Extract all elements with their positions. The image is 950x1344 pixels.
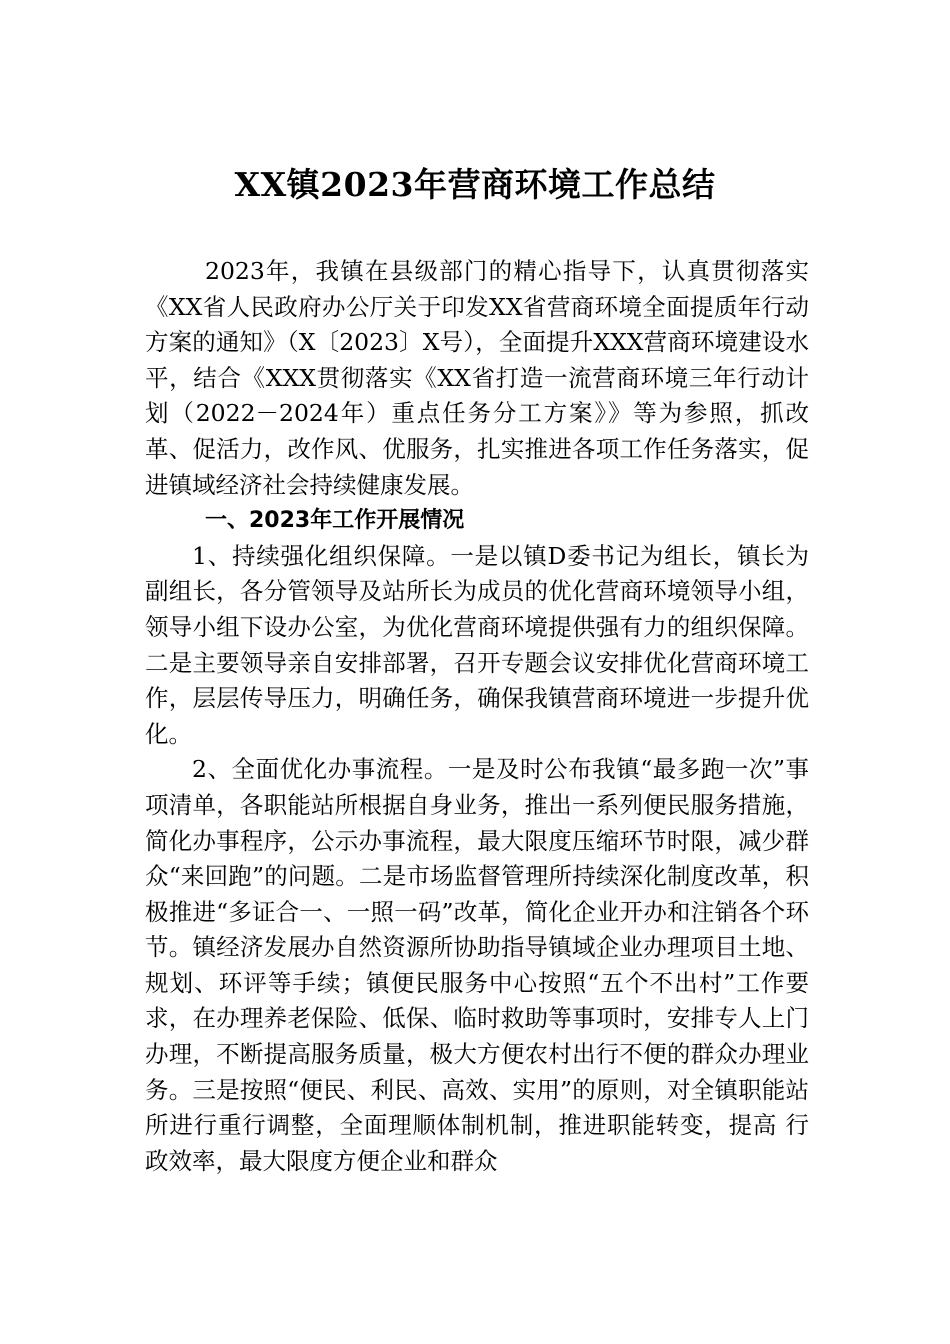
section-heading-1: 一、2023年工作开展情况: [205, 508, 465, 534]
paragraph-organization: 1、持续强化组织保障。一是以镇D委书记为组长，镇长为副组长，各分管领导及站所长为成员的优化营商环境领导小组，领导小组下设办公室，为优化营商环境提供强有力的组织保障。二是主要领导亲自安排部署，召开专题会议安排优化营商环境工作，层层传导压力，明确任务，确保我镇营商环境进一步提升优化。: [145, 541, 809, 748]
paragraph-process: 2、全面优化办事流程。一是及时公布我镇“最多跑一次”事项清单，各职能站所根据自身业务，推出一系列便民服务措施，简化办事程序，公示办事流程，最大限度压缩环节时限，减少群众“来回跑”的问题。二是市场监督管理所持续深化制度改革，积极推进“多证合一、一照一码”改革，简化企业开办和注销各个环节。镇经济发展办自然资源所协助指导镇域企业办理项目土地、规划、环评等手续；镇便民服务中心按照“五个不出村”工作要求，在办理养老保险、低保、临时救助等事项时，安排专人上门办理，不断提高服务质量，极大方便农村出行不便的群众办理业务。三是按照“便民、利民、高效、实用”的原则，对全镇职能站所进行重行调整，全面理顺体制机制，推进职能转变，提高 行政效率，最大限度方便企业和群众: [145, 755, 809, 1175]
document-body: [145, 254, 809, 1179]
intro-paragraph: 2023年，我镇在县级部门的精心指导下，认真贯彻落实《XX省人民政府办公厅关于印发XX省营商环境全面提质年行动方案的通知》（X〔2023〕X号），全面提升XXX营商环境建设水平，结合《XXX贯彻落实《XX省打造一流营商环境三年行动计划（2022－2024年）重点任务分工方案》》等为参照，抓改革、促活力，改作风、优服务，扎实推进各项工作任务落实，促进镇域经济社会持续健康发展。: [145, 257, 809, 499]
document-title: XX镇2023年营商环境工作总结: [234, 165, 716, 204]
